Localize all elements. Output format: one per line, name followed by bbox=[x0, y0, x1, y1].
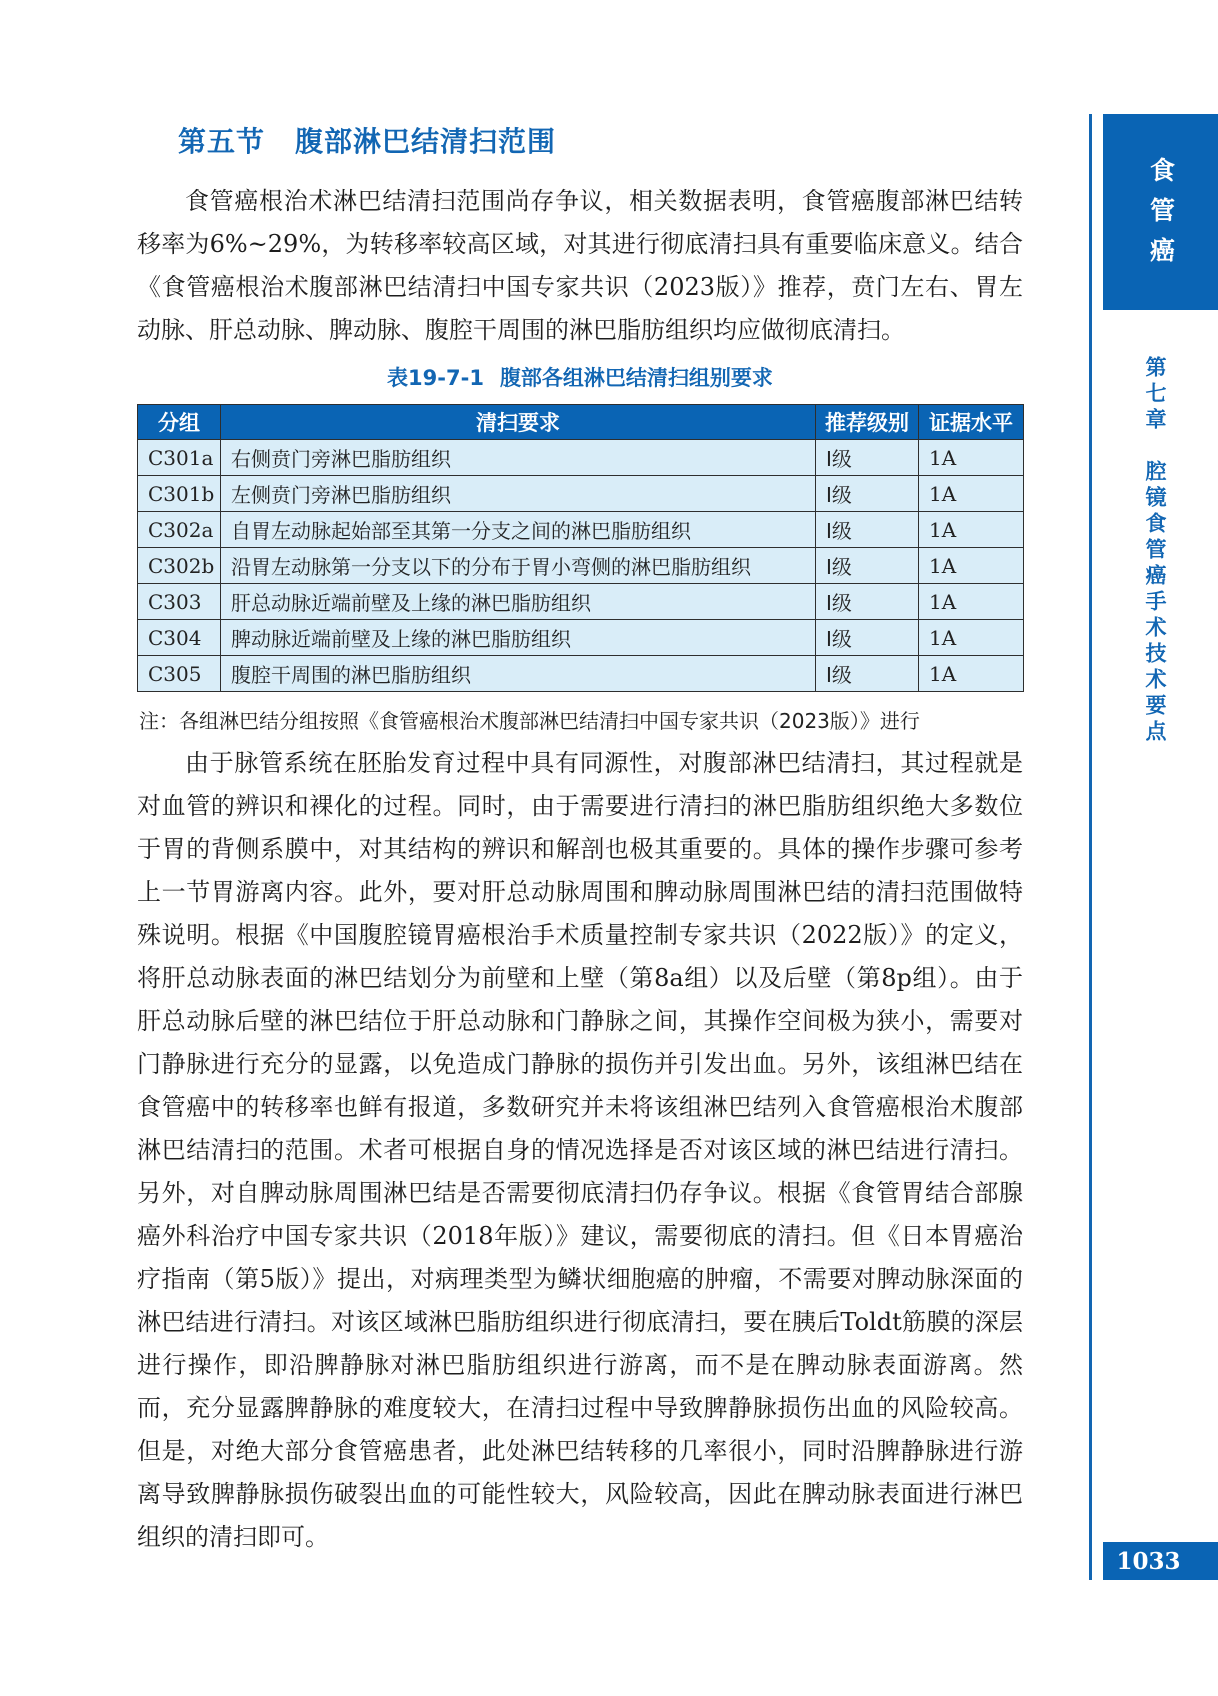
table-header-row bbox=[138, 405, 1024, 440]
cell-evidence: 1A bbox=[919, 512, 1024, 548]
chapter-number: 第七章 bbox=[1143, 356, 1168, 434]
cell-recommendation: Ⅰ级 bbox=[816, 476, 919, 512]
cell-recommendation: Ⅰ级 bbox=[816, 584, 919, 620]
table-caption-label: 表19-7-1 bbox=[387, 366, 484, 390]
cell-requirement: 肝总动脉近端前壁及上缘的淋巴脂肪组织 bbox=[221, 584, 816, 620]
cell-group-code: C305 bbox=[138, 656, 221, 692]
section-title bbox=[178, 120, 556, 160]
table-caption-title: 腹部各组淋巴结清扫组别要求 bbox=[499, 366, 773, 390]
table-row bbox=[138, 656, 1024, 692]
cell-requirement: 脾动脉近端前壁及上缘的淋巴脂肪组织 bbox=[221, 620, 816, 656]
page-number-badge: 1033 bbox=[1103, 1542, 1218, 1580]
cell-requirement: 右侧贲门旁淋巴脂肪组织 bbox=[221, 440, 816, 476]
sidebar-tab-esophageal-cancer: 食管癌 bbox=[1103, 114, 1218, 310]
cell-group-code: C304 bbox=[138, 620, 221, 656]
cell-requirement: 左侧贲门旁淋巴脂肪组织 bbox=[221, 476, 816, 512]
cell-requirement: 腹腔干周围的淋巴脂肪组织 bbox=[221, 656, 816, 692]
sidebar-divider-line bbox=[1089, 114, 1092, 1580]
col-header-evidence: 证据水平 bbox=[919, 405, 1024, 440]
cell-group-code: C301b bbox=[138, 476, 221, 512]
sidebar-chapter-title bbox=[1140, 356, 1170, 746]
section-title-text: 腹部淋巴结清扫范围 bbox=[295, 125, 557, 158]
cell-evidence: 1A bbox=[919, 548, 1024, 584]
cell-recommendation: Ⅰ级 bbox=[816, 620, 919, 656]
cell-evidence: 1A bbox=[919, 620, 1024, 656]
cell-group-code: C302b bbox=[138, 548, 221, 584]
col-header-requirement: 清扫要求 bbox=[221, 405, 816, 440]
cell-requirement: 沿胃左动脉第一分支以下的分布于胃小弯侧的淋巴脂肪组织 bbox=[221, 548, 816, 584]
table-row bbox=[138, 440, 1024, 476]
chapter-title-text: 腔镜食管癌手术技术要点 bbox=[1143, 460, 1168, 746]
col-header-recommendation: 推荐级别 bbox=[816, 405, 919, 440]
cell-group-code: C303 bbox=[138, 584, 221, 620]
table-row bbox=[138, 548, 1024, 584]
table-row bbox=[138, 584, 1024, 620]
table-row bbox=[138, 620, 1024, 656]
cell-evidence: 1A bbox=[919, 476, 1024, 512]
table-row bbox=[138, 476, 1024, 512]
cell-recommendation: Ⅰ级 bbox=[816, 440, 919, 476]
cell-evidence: 1A bbox=[919, 440, 1024, 476]
table-note: 注：各组淋巴结分组按照《食管癌根治术腹部淋巴结清扫中国专家共识（2023版）》进行 bbox=[139, 709, 920, 733]
body-paragraph-2: 由于脉管系统在胚胎发育过程中具有同源性，对腹部淋巴结清扫，其过程就是对血管的辨识和裸化的过程。同时，由于需要进行清扫的淋巴脂肪组织绝大多数位于胃的背侧系膜中，对其结构的辨识和解剖也极其重要的。具体的操作步骤可参考上一节胃游离内容。此外，要对肝总动脉周围和脾动脉周围淋巴结的清扫范围做特殊说明。根据《中国腹腔镜胃癌根治手术质量控制专家共识（2022版）》的定义，将肝总动脉表面的淋巴结划分为前壁和上壁（第8a组）以及后壁（第8p组）。由于肝总动脉后壁的淋巴结位于肝总动脉和门静脉之间，其操作空间极为狭小，需要对门静脉进行充分的显露，以免造成门静脉的损伤并引发出血。另外，该组淋巴结在食管癌中的转移率也鲜有报道，多数研究并未将该组淋巴结列入食管癌根治术腹部淋巴结清扫的范围。术者可根据自身的情况选择是否对该区域的淋巴结进行清扫。另外，对自脾动脉周围淋巴结是否需要彻底清扫仍存争议。根据《食管胃结合部腺癌外科治疗中国专家共识（2018年版）》建议，需要彻底的清扫。但《日本胃癌治疗指南（第5版）》提出，对病理类型为鳞状细胞癌的肿瘤，不需要对脾动脉深面的淋巴结进行清扫。对该区域淋巴脂肪组织进行彻底清扫，要在胰后Toldt筋膜的深层进行操作，即沿脾静脉对淋巴脂肪组织进行游离，而不是在脾动脉表面游离。然而，充分显露脾静脉的难度较大，在清扫过程中导致脾静脉损伤出血的风险较高。但是，对绝大部分食管癌患者，此处淋巴结转移的几率很小，同时沿脾静脉进行游离导致脾静脉损伤破裂出血的可能性较大，风险较高，因此在脾动脉表面进行淋巴组织的清扫即可。 bbox=[137, 749, 1023, 1551]
table-caption bbox=[137, 362, 1023, 392]
cell-evidence: 1A bbox=[919, 584, 1024, 620]
cell-recommendation: Ⅰ级 bbox=[816, 512, 919, 548]
section-number: 第五节 bbox=[178, 125, 266, 158]
cell-evidence: 1A bbox=[919, 656, 1024, 692]
lymph-node-table bbox=[137, 404, 1024, 692]
cell-recommendation: Ⅰ级 bbox=[816, 548, 919, 584]
cell-group-code: C302a bbox=[138, 512, 221, 548]
body-paragraph-1: 食管癌根治术淋巴结清扫范围尚存争议，相关数据表明，食管癌腹部淋巴结转移率为6%~29%，为转移率较高区域，对其进行彻底清扫具有重要临床意义。结合《食管癌根治术腹部淋巴结清扫中国专家共识（2023版）》推荐，贲门左右、胃左动脉、肝总动脉、脾动脉、腹腔干周围的淋巴脂肪组织均应做彻底清扫。 bbox=[137, 187, 1023, 344]
col-header-group: 分组 bbox=[138, 405, 221, 440]
cell-requirement: 自胃左动脉起始部至其第一分支之间的淋巴脂肪组织 bbox=[221, 512, 816, 548]
table-row bbox=[138, 512, 1024, 548]
cell-group-code: C301a bbox=[138, 440, 221, 476]
cell-recommendation: Ⅰ级 bbox=[816, 656, 919, 692]
